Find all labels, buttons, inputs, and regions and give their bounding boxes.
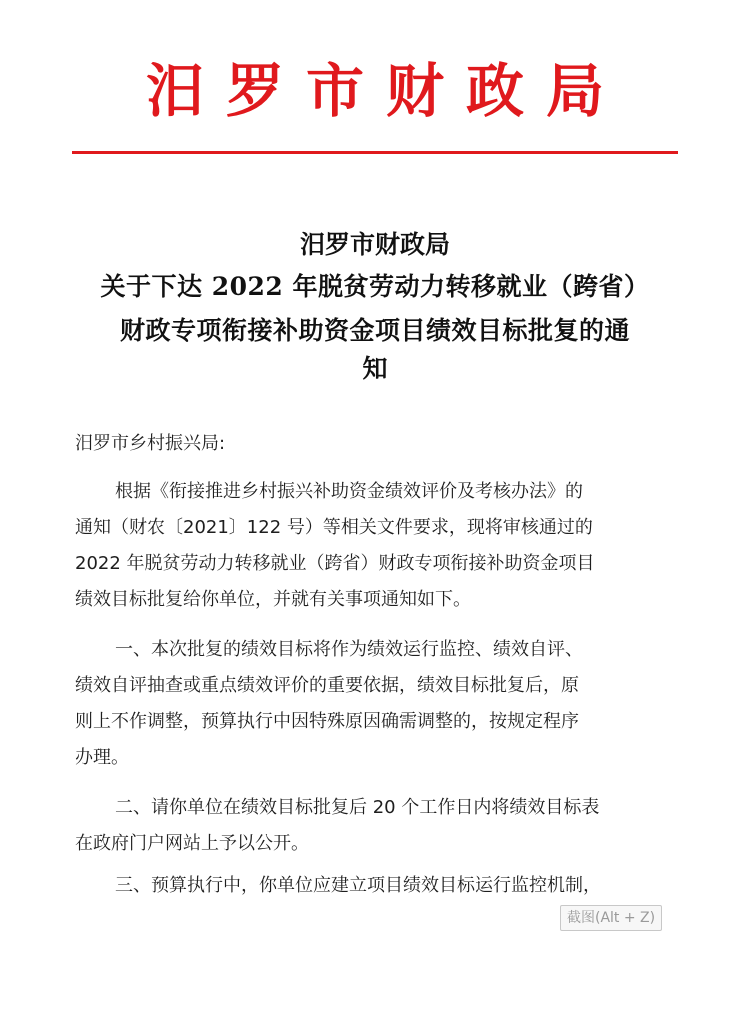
document-title-line-1: 汨罗市财政局 (299, 230, 450, 259)
document-body (75, 0, 673, 1016)
paragraph-3-line-1: 二、请你单位在绩效目标批复后 20 个工作日内将绩效目标表 (115, 797, 600, 818)
document-title-line-2: 关于下达 2022 年脱贫劳动力转移就业（跨省） (100, 272, 650, 301)
paragraph-1-line-2: 通知（财农〔2021〕122 号）等相关文件要求，现将审核通过的 (75, 517, 593, 538)
masthead-org-name: 汨罗市财政局 (145, 57, 626, 125)
paragraph-2-line-2: 绩效自评抽查或重点绩效评价的重要依据，绩效目标批复后，原 (75, 675, 579, 696)
paragraph-1-line-4: 绩效目标批复给你单位，并就有关事项通知如下。 (75, 589, 471, 610)
paragraph-1-line-1: 根据《衔接推进乡村振兴补助资金绩效评价及考核办法》的 (115, 481, 583, 502)
addressee: 汨罗市乡村振兴局: (75, 433, 226, 454)
screenshot-shortcut-button[interactable]: 截图(Alt + Z) (560, 905, 662, 931)
paragraph-2-line-1: 一、本次批复的绩效目标将作为绩效运行监控、绩效自评、 (115, 639, 583, 660)
paragraph-2-line-4: 办理。 (75, 747, 129, 768)
document-title-line-3: 财政专项衔接补助资金项目绩效目标批复的通 (119, 316, 630, 345)
paragraph-3-line-2: 在政府门户网站上予以公开。 (75, 833, 309, 854)
paragraph-4-line-1: 三、预算执行中，你单位应建立项目绩效目标运行监控机制， (115, 875, 601, 896)
paragraph-1-line-3: 2022 年脱贫劳动力转移就业（跨省）财政专项衔接补助资金项目 (75, 553, 595, 574)
document-title-line-4: 知 (362, 354, 388, 383)
paragraph-2-line-3: 则上不作调整，预算执行中因特殊原因确需调整的，按规定程序 (75, 711, 579, 732)
